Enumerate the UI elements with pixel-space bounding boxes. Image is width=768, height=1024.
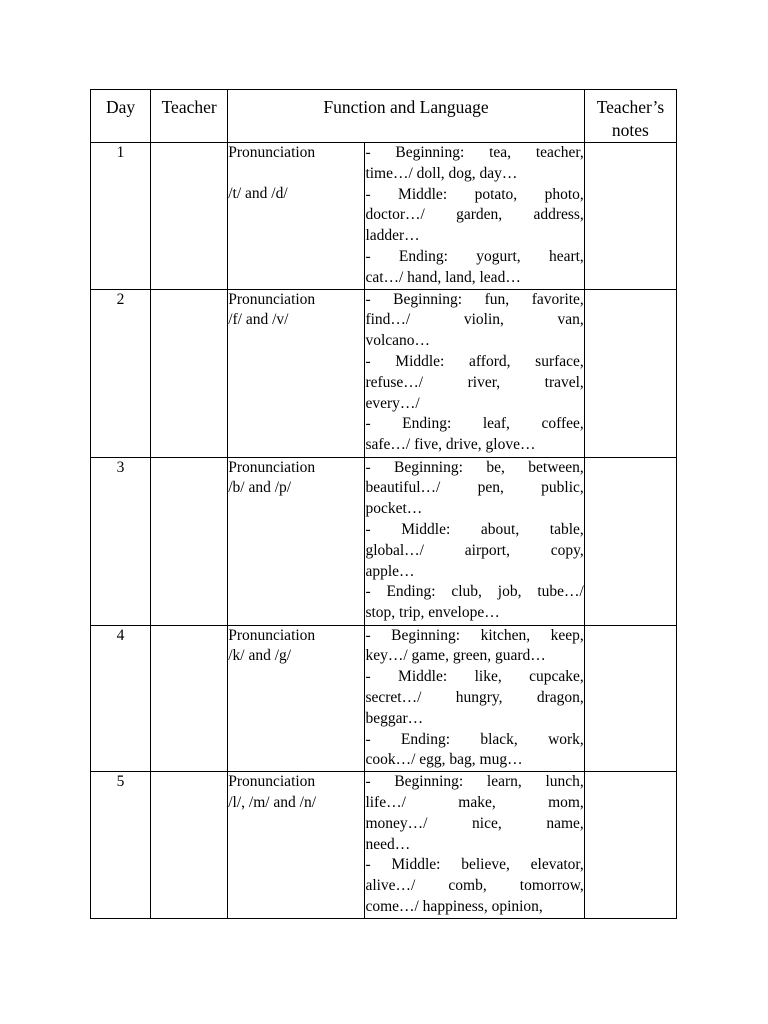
sounds-label: /t/ and /d/	[228, 184, 288, 202]
teacher-cell	[151, 772, 228, 919]
example-line: ladder…	[365, 227, 420, 245]
example-line: cat…/ hand, land, lead…	[365, 268, 521, 286]
example-line: life…/ make, mom,	[365, 793, 584, 811]
function-cell	[228, 772, 365, 919]
lesson-schedule-table	[90, 89, 677, 919]
example-line: volcano…	[365, 332, 431, 350]
example-line: refuse…/ river, travel,	[365, 373, 584, 391]
teacher-cell	[151, 143, 228, 290]
example-line: - Beginning: kitchen, keep,	[365, 626, 584, 644]
header-row	[91, 90, 677, 143]
example-line: - Middle: about, table,	[365, 520, 584, 538]
example-line: cook…/ egg, bag, mug…	[365, 751, 523, 769]
example-line: - Middle: potato, photo,	[365, 185, 584, 203]
table-row	[91, 772, 677, 919]
example-line: need…	[365, 835, 411, 853]
example-line: - Beginning: be, between,	[365, 458, 584, 476]
day-cell: 5	[91, 772, 151, 919]
example-line: every…/	[365, 394, 420, 412]
examples-cell	[365, 625, 584, 772]
function-cell	[228, 143, 365, 290]
header-day: Day	[91, 90, 151, 143]
day-cell: 1	[91, 143, 151, 290]
spacer	[228, 164, 364, 184]
day-cell: 4	[91, 625, 151, 772]
teacher-cell	[151, 625, 228, 772]
example-line: - Ending: yogurt, heart,	[365, 247, 584, 265]
function-cell	[228, 289, 365, 457]
topic-label: Pronunciation	[228, 773, 316, 791]
example-line: beggar…	[365, 709, 424, 727]
header-teacher: Teacher	[151, 90, 228, 143]
table-row	[91, 143, 677, 290]
examples-cell	[365, 772, 584, 919]
table-row	[91, 457, 677, 625]
header-teachers-notes: Teacher’s notes	[584, 90, 676, 143]
example-line: - Middle: like, cupcake,	[365, 668, 584, 686]
example-line: - Middle: afford, surface,	[365, 352, 584, 370]
day-cell: 2	[91, 289, 151, 457]
example-line: find…/ violin, van,	[365, 311, 584, 329]
example-line: - Ending: leaf, coffee,	[365, 415, 584, 433]
table-row	[91, 289, 677, 457]
topic-label: Pronunciation	[228, 290, 316, 308]
teacher-cell	[151, 289, 228, 457]
function-cell	[228, 457, 365, 625]
sounds-label: /b/ and /p/	[228, 479, 292, 497]
example-line: stop, trip, envelope…	[365, 604, 500, 622]
example-line: - Beginning: fun, favorite,	[365, 290, 584, 308]
example-line: safe…/ five, drive, glove…	[365, 436, 536, 454]
example-line: - Beginning: learn, lunch,	[365, 773, 584, 791]
topic-label: Pronunciation	[228, 458, 316, 476]
notes-cell	[584, 457, 676, 625]
example-line: key…/ game, green, guard…	[365, 647, 546, 665]
table-row	[91, 625, 677, 772]
example-line: money…/ nice, name,	[365, 814, 584, 832]
example-line: beautiful…/ pen, public,	[365, 479, 584, 497]
sounds-label: /f/ and /v/	[228, 311, 289, 329]
example-line: alive…/ comb, tomorrow,	[365, 877, 584, 895]
notes-cell	[584, 289, 676, 457]
example-line: pocket…	[365, 500, 423, 518]
sounds-label: /k/ and /g/	[228, 647, 292, 665]
example-line: - Middle: believe, elevator,	[365, 856, 584, 874]
function-cell	[228, 625, 365, 772]
notes-cell	[584, 143, 676, 290]
example-line: - Ending: club, job, tube…/	[365, 583, 584, 601]
topic-label: Pronunciation	[228, 144, 316, 161]
example-line: apple…	[365, 562, 415, 580]
example-line: - Ending: black, work,	[365, 730, 584, 748]
examples-cell	[365, 289, 584, 457]
example-line: time…/ doll, dog, day…	[365, 164, 518, 182]
example-line: - Beginning: tea, teacher,	[365, 144, 584, 161]
example-line: secret…/ hungry, dragon,	[365, 688, 584, 706]
notes-cell	[584, 625, 676, 772]
teacher-cell	[151, 457, 228, 625]
examples-cell	[365, 457, 584, 625]
example-line: global…/ airport, copy,	[365, 541, 584, 559]
example-line: come…/ happiness, opinion,	[365, 897, 543, 915]
day-cell: 3	[91, 457, 151, 625]
example-line: doctor…/ garden, address,	[365, 206, 584, 224]
topic-label: Pronunciation	[228, 626, 316, 644]
header-function-language: Function and Language	[228, 90, 585, 143]
examples-cell	[365, 143, 584, 290]
sounds-label: /l/, /m/ and /n/	[228, 793, 317, 811]
notes-cell	[584, 772, 676, 919]
